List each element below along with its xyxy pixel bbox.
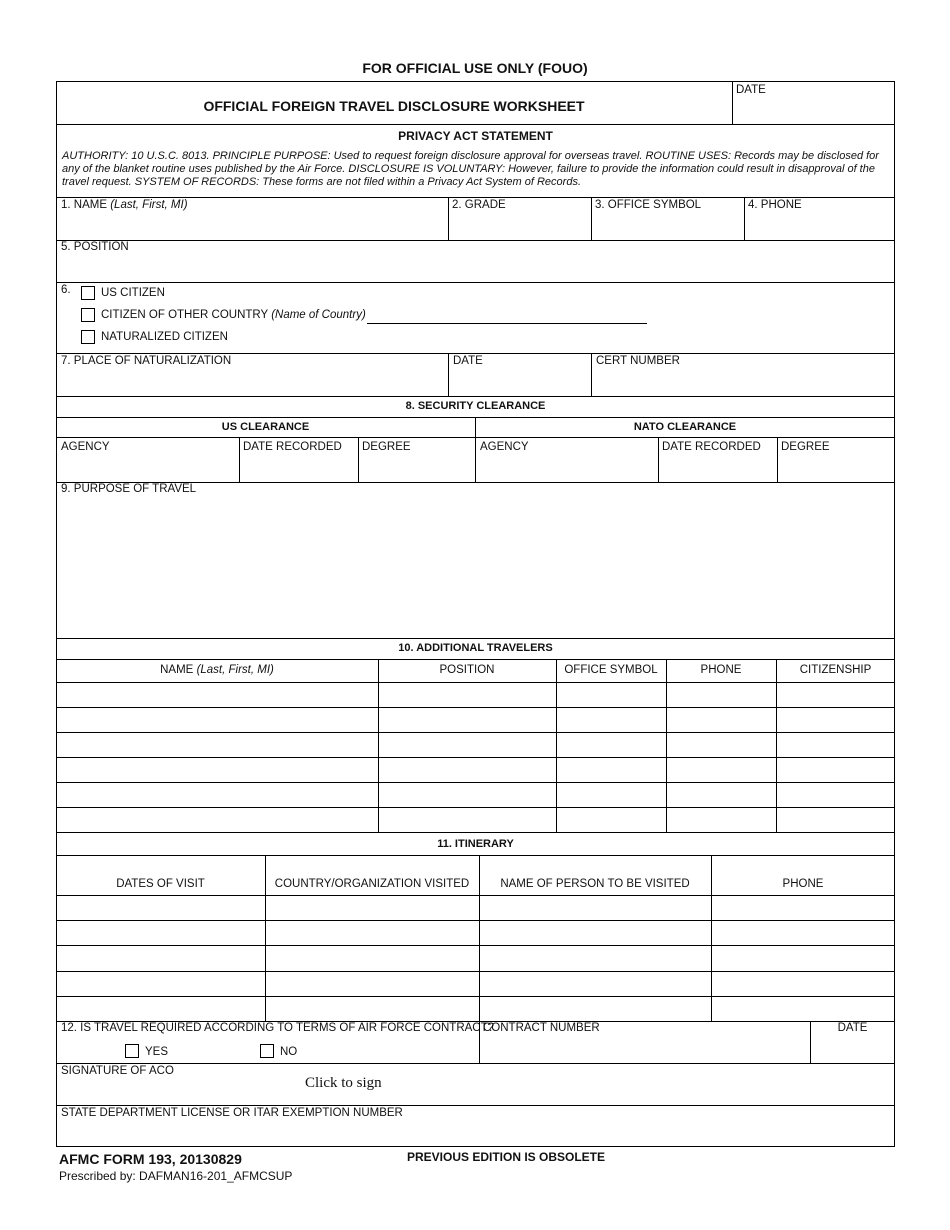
- divider: [56, 1063, 895, 1064]
- naturalization-place-label: 7. PLACE OF NATURALIZATION: [61, 355, 232, 367]
- traveler-office-symbol-cell[interactable]: [558, 759, 664, 780]
- travelers-name-hint: (Last, First, MI): [196, 664, 274, 676]
- travelers-position-header: POSITION: [439, 664, 495, 676]
- office-symbol-label: 3. OFFICE SYMBOL: [595, 199, 702, 211]
- itinerary-phone-cell[interactable]: [713, 998, 893, 1019]
- citizenship-number: 6.: [61, 284, 71, 296]
- itinerary-country-cell[interactable]: [267, 973, 477, 994]
- divider: [56, 240, 895, 241]
- traveler-office-symbol-cell[interactable]: [558, 709, 664, 730]
- divider: [56, 1105, 895, 1106]
- contract-no-checkbox[interactable]: [260, 1044, 274, 1058]
- traveler-position-cell[interactable]: [380, 684, 554, 705]
- form-title: OFFICIAL FOREIGN TRAVEL DISCLOSURE WORKSHEET: [203, 98, 585, 114]
- traveler-office-symbol-cell[interactable]: [558, 734, 664, 755]
- itinerary-dates-cell[interactable]: [58, 998, 263, 1019]
- itinerary-country-cell[interactable]: [267, 897, 477, 918]
- naturalized-checkbox[interactable]: [81, 330, 95, 344]
- itinerary-phone-cell[interactable]: [713, 973, 893, 994]
- divider: [744, 197, 745, 240]
- name-label-text: 1. NAME: [61, 199, 108, 211]
- name-hint: (Last, First, MI): [110, 199, 188, 211]
- travelers-row-divider: [56, 757, 895, 758]
- traveler-citizenship-cell[interactable]: [778, 784, 893, 805]
- traveler-name-cell[interactable]: [58, 684, 376, 705]
- traveler-name-cell[interactable]: [58, 784, 376, 805]
- traveler-name-cell[interactable]: [58, 709, 376, 730]
- divider: [732, 81, 733, 124]
- name-field[interactable]: [58, 214, 446, 238]
- traveler-office-symbol-cell[interactable]: [558, 809, 664, 830]
- security-clearance-title: 8. SECURITY CLEARANCE: [405, 400, 546, 412]
- traveler-position-cell[interactable]: [380, 759, 554, 780]
- travelers-office-header: OFFICE SYMBOL: [564, 664, 658, 676]
- license-label: STATE DEPARTMENT LICENSE OR ITAR EXEMPTION NUMBER: [61, 1107, 403, 1119]
- divider: [56, 124, 895, 125]
- itinerary-phone-cell[interactable]: [713, 922, 893, 943]
- travelers-phone-header: PHONE: [700, 664, 742, 676]
- header-date-field[interactable]: [734, 98, 892, 122]
- position-label: 5. POSITION: [61, 241, 129, 253]
- country-name-field[interactable]: [367, 305, 647, 323]
- privacy-title: PRIVACY ACT STATEMENT: [398, 129, 553, 143]
- divider: [56, 197, 895, 198]
- phone-field[interactable]: [746, 214, 893, 238]
- contract-yes-checkbox[interactable]: [125, 1044, 139, 1058]
- divider: [56, 638, 895, 639]
- divider: [239, 437, 240, 482]
- itinerary-person-cell[interactable]: [481, 998, 709, 1019]
- contract-question: 12. IS TRAVEL REQUIRED ACCORDING TO TERMS OF AIR FORCE CONTRACT?: [61, 1022, 495, 1034]
- itinerary-row-divider: [56, 920, 895, 921]
- travelers-name-text: NAME: [160, 664, 194, 676]
- divider: [591, 197, 592, 240]
- nato-agency-label: AGENCY: [480, 441, 529, 453]
- itinerary-dates-cell[interactable]: [58, 973, 263, 994]
- traveler-citizenship-cell[interactable]: [778, 684, 893, 705]
- nato-date-recorded-field[interactable]: [660, 456, 775, 480]
- divider: [56, 832, 895, 833]
- traveler-name-cell[interactable]: [58, 734, 376, 755]
- traveler-phone-cell[interactable]: [668, 709, 774, 730]
- travelers-row-divider: [56, 782, 895, 783]
- form-id: AFMC FORM 193, 20130829: [59, 1151, 242, 1167]
- position-field[interactable]: [58, 256, 893, 280]
- divider: [479, 1021, 480, 1063]
- us-agency-label: AGENCY: [61, 441, 110, 453]
- other-country-checkbox[interactable]: [81, 308, 95, 322]
- divider: [56, 659, 895, 660]
- phone-label: 4. PHONE: [748, 199, 802, 211]
- us-degree-field[interactable]: [360, 456, 473, 480]
- naturalization-place-field[interactable]: [58, 370, 446, 394]
- traveler-citizenship-cell[interactable]: [778, 734, 893, 755]
- itinerary-phone-header: PHONE: [782, 878, 824, 890]
- click-to-sign-button[interactable]: Click to sign: [305, 1075, 382, 1091]
- divider: [777, 437, 778, 482]
- travelers-citizenship-header: CITIZENSHIP: [799, 664, 872, 676]
- purpose-field[interactable]: [58, 498, 893, 636]
- aco-signature-label: SIGNATURE OF ACO: [61, 1065, 174, 1077]
- itinerary-row-divider: [56, 945, 895, 946]
- traveler-phone-cell[interactable]: [668, 734, 774, 755]
- itinerary-dates-cell[interactable]: [58, 897, 263, 918]
- itinerary-dates-header: DATES OF VISIT: [116, 878, 205, 890]
- itinerary-country-cell[interactable]: [267, 922, 477, 943]
- us-agency-field[interactable]: [58, 456, 237, 480]
- grade-label: 2. GRADE: [452, 199, 506, 211]
- naturalization-date-label: DATE: [453, 355, 483, 367]
- nato-agency-field[interactable]: [477, 456, 656, 480]
- traveler-phone-cell[interactable]: [668, 684, 774, 705]
- traveler-office-symbol-cell[interactable]: [558, 784, 664, 805]
- itinerary-country-header: COUNTRY/ORGANIZATION VISITED: [274, 878, 470, 890]
- traveler-citizenship-cell[interactable]: [778, 759, 893, 780]
- traveler-phone-cell[interactable]: [668, 809, 774, 830]
- naturalization-date-field[interactable]: [450, 370, 590, 394]
- divider: [56, 353, 895, 354]
- nato-degree-field[interactable]: [779, 456, 893, 480]
- privacy-statement: AUTHORITY: 10 U.S.C. 8013. PRINCIPLE PURPOSE: Used to request foreign disclosure approval for overseas travel. ROUTINE USES: Records may be disclosed for any of the blanket routine uses published by the Air Force. DISCLOSURE IS VOLUNTARY: However, failure to provide the information could result in disapproval of the travel request. SYSTEM OF RECORDS: These forms are not filed within a Privacy Act System of Records.: [62, 150, 879, 188]
- itinerary-phone-cell[interactable]: [713, 947, 893, 968]
- traveler-position-cell[interactable]: [380, 809, 554, 830]
- classification-banner: FOR OFFICIAL USE ONLY (FOUO): [362, 60, 588, 76]
- nato-degree-label: DEGREE: [781, 441, 830, 453]
- divider: [56, 282, 895, 283]
- additional-travelers-title: 10. ADDITIONAL TRAVELERS: [398, 642, 553, 654]
- travelers-row-divider: [56, 682, 895, 683]
- us-date-recorded-field[interactable]: [241, 456, 356, 480]
- itinerary-person-cell[interactable]: [481, 897, 709, 918]
- other-country-hint: (Name of Country): [271, 309, 366, 321]
- itinerary-row-divider: [56, 971, 895, 972]
- itinerary-country-cell[interactable]: [267, 947, 477, 968]
- name-label: [61, 199, 188, 211]
- traveler-name-cell[interactable]: [58, 759, 376, 780]
- contract-date-field[interactable]: [812, 1037, 893, 1061]
- purpose-label: 9. PURPOSE OF TRAVEL: [61, 483, 197, 495]
- country-name-line: [367, 323, 647, 324]
- traveler-citizenship-cell[interactable]: [778, 809, 893, 830]
- divider: [56, 396, 895, 397]
- itinerary-person-cell[interactable]: [481, 973, 709, 994]
- license-field[interactable]: [58, 1122, 893, 1145]
- divider: [591, 353, 592, 396]
- contract-date-label: DATE: [837, 1022, 868, 1034]
- office-symbol-field[interactable]: [593, 214, 743, 238]
- traveler-position-cell[interactable]: [380, 784, 554, 805]
- traveler-citizenship-cell[interactable]: [778, 709, 893, 730]
- traveler-office-symbol-cell[interactable]: [558, 684, 664, 705]
- travelers-name-header: [56, 664, 378, 676]
- nato-date-recorded-label: DATE RECORDED: [662, 441, 761, 453]
- itinerary-person-header: NAME OF PERSON TO BE VISITED: [500, 878, 690, 890]
- other-country-text: CITIZEN OF OTHER COUNTRY: [101, 309, 268, 321]
- divider: [658, 437, 659, 482]
- itinerary-dates-cell[interactable]: [58, 922, 263, 943]
- itinerary-title: 11. ITINERARY: [437, 838, 514, 850]
- itinerary-country-cell[interactable]: [267, 998, 477, 1019]
- contract-yes-label: YES: [145, 1046, 169, 1058]
- itinerary-person-cell[interactable]: [481, 947, 709, 968]
- travelers-row-divider: [56, 807, 895, 808]
- us-citizen-checkbox[interactable]: [81, 286, 95, 300]
- itinerary-person-cell[interactable]: [481, 922, 709, 943]
- other-country-label: [101, 309, 366, 321]
- traveler-position-cell[interactable]: [380, 734, 554, 755]
- prescribed-by: Prescribed by: DAFMAN16-201_AFMCSUP: [59, 1169, 293, 1183]
- us-degree-label: DEGREE: [362, 441, 411, 453]
- us-date-recorded-label: DATE RECORDED: [243, 441, 342, 453]
- grade-field[interactable]: [450, 214, 590, 238]
- divider: [56, 437, 895, 438]
- naturalized-label: NATURALIZED CITIZEN: [101, 331, 228, 343]
- contract-no-label: NO: [280, 1046, 298, 1058]
- itinerary-dates-cell[interactable]: [58, 947, 263, 968]
- cert-number-label: CERT NUMBER: [596, 355, 680, 367]
- itinerary-row-divider: [56, 895, 895, 896]
- traveler-name-cell[interactable]: [58, 809, 376, 830]
- travelers-row-divider: [56, 707, 895, 708]
- cert-number-field[interactable]: [593, 370, 893, 394]
- us-clearance-title: US CLEARANCE: [221, 421, 310, 433]
- divider: [358, 437, 359, 482]
- us-citizen-label: US CITIZEN: [101, 287, 165, 299]
- itinerary-row-divider: [56, 996, 895, 997]
- itinerary-phone-cell[interactable]: [713, 897, 893, 918]
- divider: [448, 197, 449, 240]
- obsolete-notice: PREVIOUS EDITION IS OBSOLETE: [406, 1150, 606, 1164]
- traveler-phone-cell[interactable]: [668, 759, 774, 780]
- nato-clearance-title: NATO CLEARANCE: [633, 421, 737, 433]
- traveler-phone-cell[interactable]: [668, 784, 774, 805]
- divider: [448, 353, 449, 396]
- contract-number-label: CONTRACT NUMBER: [483, 1022, 600, 1034]
- header-date-label: DATE: [736, 84, 766, 96]
- divider: [56, 855, 895, 856]
- travelers-row-divider: [56, 732, 895, 733]
- contract-number-field[interactable]: [481, 1037, 808, 1061]
- traveler-position-cell[interactable]: [380, 709, 554, 730]
